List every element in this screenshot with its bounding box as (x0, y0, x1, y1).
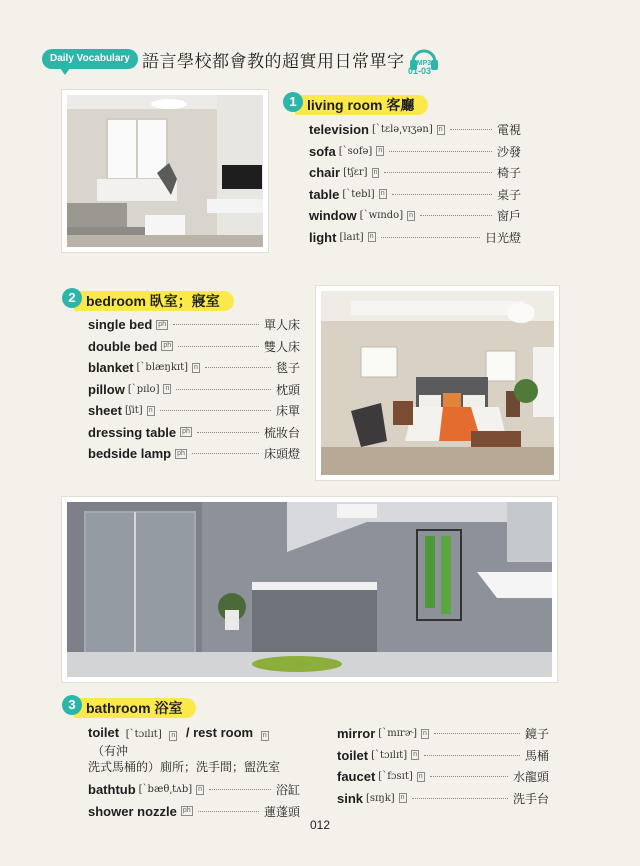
bathroom-vocab-list-left (88, 725, 300, 822)
living-room-photo (62, 90, 268, 252)
vocab-translation: 雙人床 (263, 339, 300, 354)
part-of-speech-tag: n (194, 363, 198, 371)
vocab-ipa: [ˋtɔɪlɪt] (125, 729, 162, 740)
vocab-row (309, 119, 521, 141)
page-number: 012 (309, 818, 331, 832)
section-title: bedroom 臥室；寢室 (74, 291, 234, 311)
vocab-translation: 窗戶 (496, 209, 521, 224)
audio-track-code: 01-03 (408, 66, 432, 76)
vocab-row (88, 779, 300, 801)
vocab-row (309, 162, 521, 184)
vocab-translation: 水龍頭 (512, 770, 549, 785)
vocab-ipa: [ˋblæŋkɪt] (136, 362, 189, 374)
vocab-row (88, 422, 300, 444)
vocab-translation: 馬桶 (524, 748, 549, 763)
vocab-word: window (309, 208, 357, 224)
vocab-word: sink (337, 790, 364, 806)
vocab-ipa: [sɪŋk] (366, 792, 395, 804)
vocab-row (337, 788, 549, 810)
vocab-ipa: [ˋtebl] (342, 188, 375, 200)
vocab-translation: 沙發 (496, 144, 521, 159)
vocab-word: light (309, 229, 337, 245)
vocab-translation: 椅子 (496, 166, 521, 181)
section-bedroom-heading (62, 288, 242, 310)
vocab-row (309, 184, 521, 206)
vocab-ipa: [ˋbæθ͵tʌb] (138, 784, 193, 796)
part-of-speech-tag: ph (177, 449, 185, 457)
vocab-ipa: [ˋwɪndo] (359, 210, 404, 222)
vocab-ipa: [ˋsofə] (338, 145, 373, 157)
section-living-room-heading (283, 92, 433, 114)
vocab-translation: 日光燈 (484, 230, 521, 245)
vocab-translation: 桌子 (496, 187, 521, 202)
vocab-word: faucet (337, 769, 376, 785)
section-number: 3 (62, 695, 82, 715)
vocab-translation: 電視 (496, 123, 521, 138)
vocab-row (88, 400, 300, 422)
vocab-translation-continued: 洗式馬桶的）廁所；洗手間；盥洗室 (88, 760, 281, 774)
vocab-translation: 梳妝台 (263, 425, 300, 440)
living-room-vocab-list (309, 119, 521, 248)
vocab-translation: 蓮蓬頭 (263, 804, 300, 819)
vocab-translation: 浴缸 (275, 783, 300, 798)
part-of-speech-tag: n (418, 772, 423, 780)
part-of-speech-tag: ph (158, 320, 167, 328)
vocab-ipa: [ˋmɪrɚ] (378, 728, 417, 740)
vocab-row (337, 723, 549, 745)
section-title: living room 客廳 (295, 95, 428, 115)
vocab-word: toilet (337, 747, 369, 763)
bedroom-vocab-list (88, 314, 300, 465)
part-of-speech-tag: n (380, 190, 385, 198)
page-header (42, 44, 442, 78)
bathroom-vocab-list-right (337, 723, 549, 809)
vocab-translation: 毯子 (275, 361, 300, 376)
vocab-word: table (309, 186, 340, 202)
vocab-ipa: [ˋtɔɪlɪt] (371, 749, 408, 761)
vocab-word: double bed (88, 338, 158, 354)
bedroom-photo (316, 286, 559, 480)
section-number: 1 (283, 92, 303, 112)
part-of-speech-tag: n (438, 125, 443, 133)
part-of-speech-tag: n (378, 147, 383, 155)
part-of-speech-tag: n (148, 406, 153, 414)
vocab-word: mirror (337, 726, 376, 742)
vocab-translation: 單人床 (263, 318, 300, 333)
part-of-speech-tag: n (198, 785, 203, 793)
vocab-word: single bed (88, 317, 153, 333)
vocab-row (88, 357, 300, 379)
vocab-ipa: [ˋtɛlə͵vɪʒən] (371, 124, 433, 136)
bathroom-photo (62, 497, 557, 682)
section-bathroom-heading (62, 695, 202, 717)
part-of-speech-tag: n (409, 211, 414, 219)
page-title: 語言學校都會教的超實用日常單字 (142, 52, 405, 71)
mp3-label: MP3 (416, 60, 432, 67)
vocab-translation: 鏡子 (524, 727, 549, 742)
vocab-word: sofa (309, 143, 336, 159)
vocab-row (309, 205, 521, 227)
section-title: bathroom 浴室 (74, 698, 196, 718)
vocab-alt-word: / rest room (185, 725, 254, 740)
vocab-word: bathtub (88, 782, 136, 798)
daily-vocabulary-badge: Daily Vocabulary (42, 49, 138, 69)
part-of-speech-tag: n (369, 233, 374, 241)
vocab-ipa: [ˋpɪlo] (127, 383, 160, 395)
part-of-speech-tag: ph (182, 428, 190, 436)
vocab-word: television (309, 122, 369, 138)
vocab-translation: 床單 (275, 404, 300, 419)
section-number: 2 (62, 288, 82, 308)
part-of-speech-tag: n (262, 732, 267, 739)
vocab-row (309, 141, 521, 163)
vocab-word: toilet (88, 725, 120, 740)
part-of-speech-tag: n (373, 168, 378, 176)
vocab-row (337, 766, 549, 788)
part-of-speech-tag: n (413, 751, 418, 759)
part-of-speech-tag: ph (163, 342, 172, 350)
vocab-row (88, 379, 300, 401)
vocab-ipa: [tʃɛr] (343, 167, 368, 179)
vocab-translation: 洗手台 (512, 791, 549, 806)
vocab-translation: 床頭燈 (263, 447, 300, 462)
part-of-speech-tag: ph (182, 807, 191, 815)
vocab-word: dressing table (88, 424, 177, 440)
vocab-ipa: [laɪt] (339, 231, 364, 243)
part-of-speech-tag: n (165, 385, 170, 393)
vocab-ipa: [ʃit] (124, 405, 143, 417)
vocab-word: shower nozzle (88, 803, 177, 819)
part-of-speech-tag: n (171, 732, 176, 739)
vocab-ipa: [ˋfɔsɪt] (378, 771, 413, 783)
vocab-row (309, 227, 521, 249)
part-of-speech-tag: n (423, 729, 427, 737)
vocab-translation: （有沖 (92, 744, 129, 758)
vocab-word: sheet (88, 403, 122, 419)
vocab-row (88, 314, 300, 336)
vocab-word: pillow (88, 381, 125, 397)
vocab-translation: 枕頭 (275, 382, 300, 397)
vocab-row (88, 443, 300, 465)
vocab-word: blanket (88, 360, 134, 376)
vocab-row-toilet-note (88, 725, 300, 775)
part-of-speech-tag: n (400, 794, 405, 802)
vocab-word: chair (309, 165, 341, 181)
vocab-row (337, 745, 549, 767)
vocab-word: bedside lamp (88, 446, 172, 462)
vocab-row (88, 336, 300, 358)
